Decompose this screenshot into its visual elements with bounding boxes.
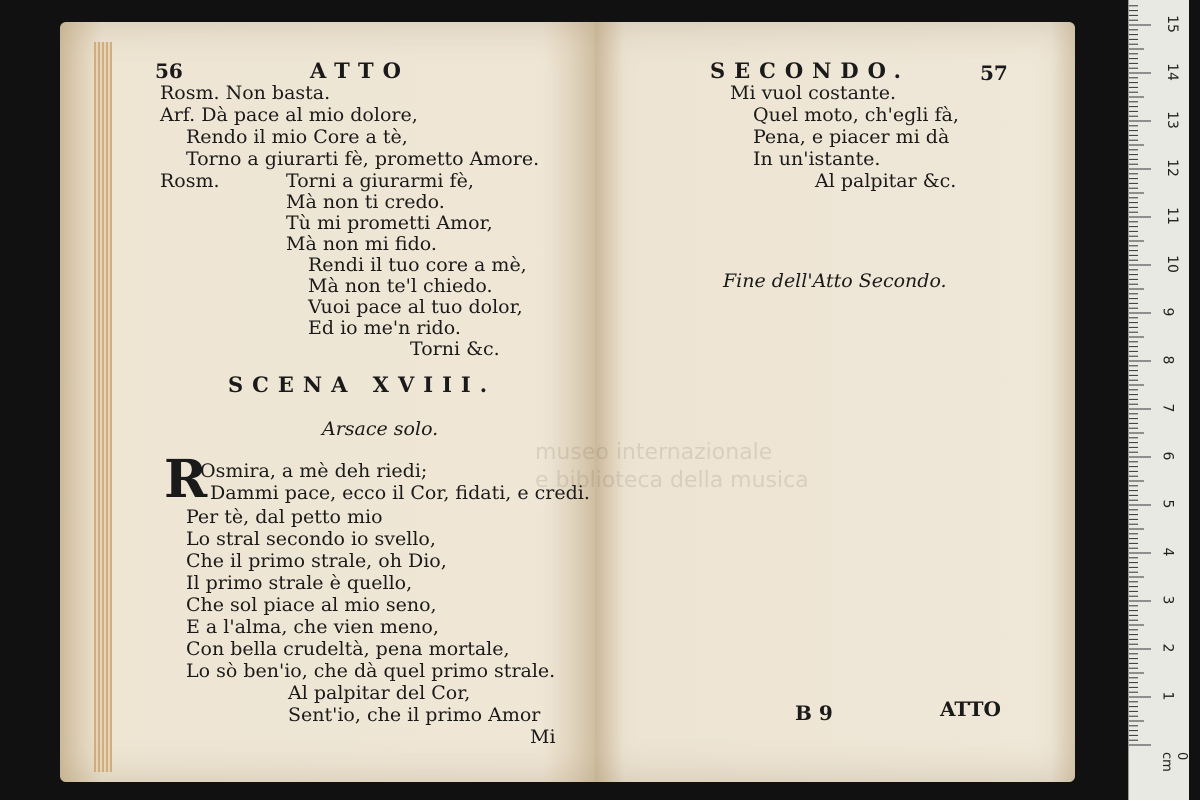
catchword-left: Mi <box>530 726 556 748</box>
text-line: Rendi il tuo core a mè, <box>308 254 527 276</box>
text-line: Torni a giurarmi fè, <box>286 170 474 192</box>
speaker-label: Rosm. <box>160 170 220 192</box>
signature-mark: B 9 <box>795 701 833 725</box>
verse-line: Che il primo strale, oh Dio, <box>186 550 447 572</box>
verse-line: Al palpitar del Cor, <box>288 682 471 704</box>
end-of-act-note: Fine dell'Atto Secondo. <box>723 270 947 292</box>
text-line: Rendo il mio Core a tè, <box>186 126 408 148</box>
right-page <box>535 22 1075 782</box>
text-line: Quel moto, ch'egli fà, <box>753 104 959 126</box>
verse-line: Il primo strale è quello, <box>186 572 413 594</box>
ruler-number: 6 <box>1159 451 1176 461</box>
left-page <box>60 22 595 782</box>
ruler-number: 5 <box>1159 499 1176 509</box>
ruler-number: 2 <box>1159 643 1176 653</box>
running-head-right: SECONDO. <box>710 58 910 83</box>
drop-cap: R <box>164 449 208 510</box>
ruler-number: 13 <box>1163 111 1180 129</box>
verse-line: Lo stral secondo io svello, <box>186 528 436 550</box>
running-head-left: ATTO <box>310 58 410 83</box>
verse-line: Che sol piace al mio seno, <box>186 594 437 616</box>
ruler-number: 14 <box>1163 63 1180 81</box>
verse-line: Con bella crudeltà, pena mortale, <box>186 638 510 660</box>
text-line: Torni &c. <box>410 338 500 360</box>
text-line: Mi vuol costante. <box>730 82 897 104</box>
page-edges <box>94 42 112 772</box>
verse-line: Dammi pace, ecco il Cor, fidati, e credi. <box>210 482 590 504</box>
text-line: Arf. Dà pace al mio dolore, <box>160 104 418 126</box>
watermark-line: e biblioteca della musica <box>535 468 809 493</box>
ruler-unit-label: 0 cm <box>1159 752 1189 772</box>
ruler-number: 9 <box>1159 307 1176 317</box>
verse-line: E a l'alma, che vien meno, <box>186 616 439 638</box>
verse-line: Per tè, dal petto mio <box>186 506 383 528</box>
text-line: Mà non mi fido. <box>286 233 437 255</box>
ruler-number: 4 <box>1159 547 1176 557</box>
watermark-line: museo internazionale <box>535 440 773 465</box>
ruler-number: 3 <box>1159 595 1176 605</box>
ruler-number: 10 <box>1163 255 1180 273</box>
ruler-number: 11 <box>1163 207 1180 225</box>
ruler-number: 7 <box>1159 403 1176 413</box>
ruler-number: 12 <box>1163 159 1180 177</box>
catchword-right: ATTO <box>940 697 1001 721</box>
text-line: In un'istante. <box>753 148 881 170</box>
ruler-number: 1 <box>1159 691 1176 701</box>
text-line: Mà non te'l chiedo. <box>308 275 493 297</box>
ruler-number: 15 <box>1163 15 1180 33</box>
verse-line: Lo sò ben'io, che dà quel primo strale. <box>186 660 556 682</box>
scene-character: Arsace solo. <box>322 418 439 440</box>
text-line: Rosm. Non basta. <box>160 82 331 104</box>
verse-line: Osmira, a mè deh riedi; <box>200 460 428 482</box>
text-line: Vuoi pace al tuo dolor, <box>308 296 523 318</box>
page-number-right: 57 <box>980 61 1008 85</box>
scene-heading: SCENA XVIII. <box>228 372 497 397</box>
ruler-number: 8 <box>1159 355 1176 365</box>
text-line: Ed io me'n rido. <box>308 317 461 339</box>
open-book <box>60 22 1075 782</box>
verse-line: Sent'io, che il primo Amor <box>288 704 541 726</box>
text-line: Pena, e piacer mi dà <box>753 126 950 148</box>
text-line: Torno a giurarti fè, prometto Amore. <box>186 148 540 170</box>
text-line: Mà non ti credo. <box>286 191 445 213</box>
measurement-ruler <box>1128 0 1189 800</box>
text-line: Tù mi prometti Amor, <box>286 212 493 234</box>
text-line: Al palpitar &c. <box>815 170 957 192</box>
ruler-ticks <box>1129 0 1189 800</box>
page-number-left: 56 <box>155 59 183 83</box>
